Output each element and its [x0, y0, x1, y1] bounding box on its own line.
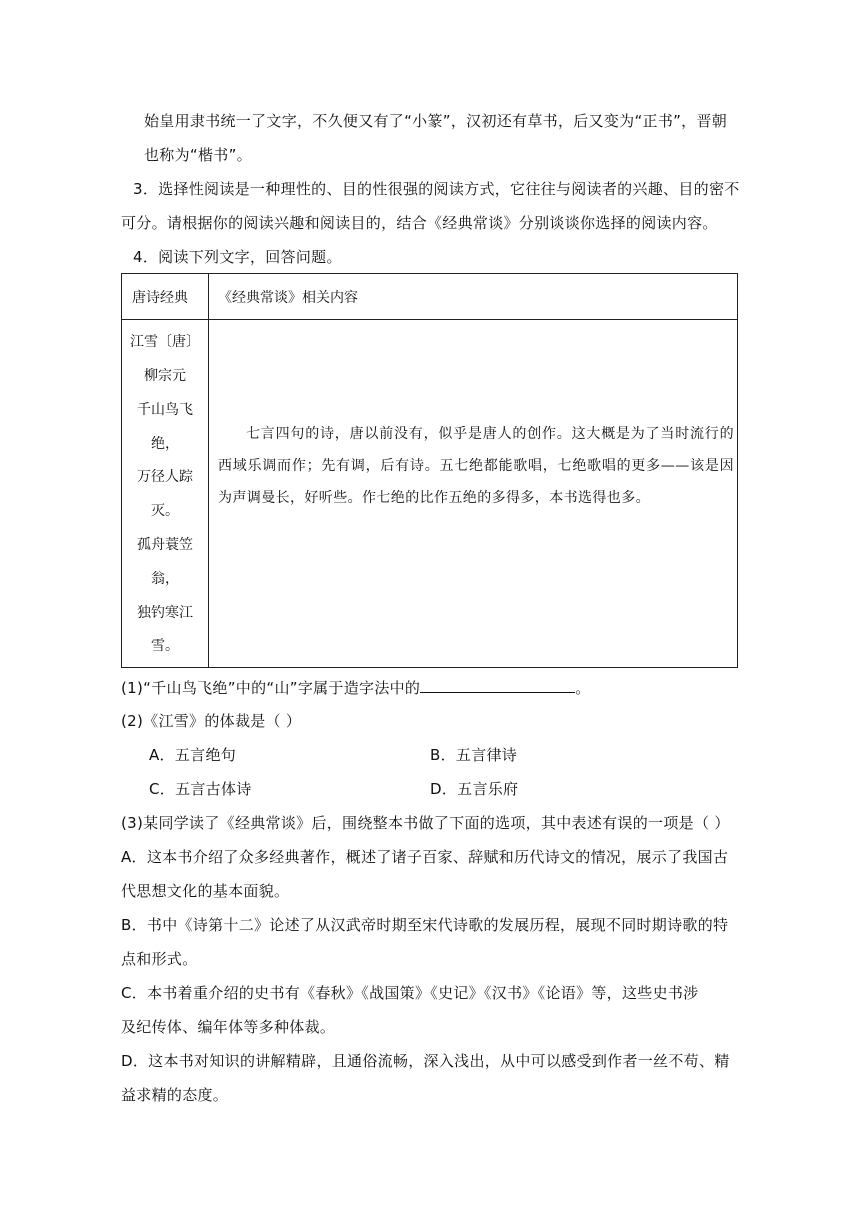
poem-line: 雪。 [151, 638, 179, 654]
sub-question-1-end: 。 [575, 679, 591, 697]
poem-table [121, 273, 738, 668]
choice-b-line-1[interactable]: B．书中《诗第十二》论述了从汉武帝时期至宋代诗歌的发展历程，展现不同时期诗歌的特 [121, 916, 729, 934]
choice-c-line-2: 及纪传体、编年体等多种体裁。 [121, 1018, 336, 1036]
classic-passage: 七言四句的诗，唐以前没有，似乎是唐人的创作。这大概是为了当时流行的西域乐调而作；先有调，后有诗。五七绝都能歌唱，七绝歌唱的更多——该是因为声调曼长，好听些。作七绝的比作五绝的多得多，本书选得也多。 [218, 426, 734, 506]
choice-a-line-1[interactable]: A．这本书介绍了众多经典著作，概述了诸子百家、辞赋和历代诗文的情况，展示了我国古 [121, 848, 729, 866]
poem-line: 绝， [151, 436, 179, 452]
option-a[interactable]: A．五言绝句 [149, 746, 237, 764]
table-header-poem: 唐诗经典 [132, 290, 188, 306]
sub-question-3-stem: (3)某同学读了《经典常谈》后，围绕整本书做了下面的选项，其中表述有误的一项是（ ） [121, 814, 730, 832]
option-c[interactable]: C．五言古体诗 [149, 780, 252, 798]
intro-line-2: 也称为“楷书”。 [144, 146, 252, 164]
choice-d-line-2: 益求精的态度。 [121, 1086, 229, 1104]
question-3-line-1: 3．选择性阅读是一种理性的、目的性很强的阅读方式，它往往与阅读者的兴趣、目的密不 [133, 180, 740, 198]
poem-line: 江雪〔唐〕 [130, 334, 200, 350]
table-header-content: 《经典常谈》相关内容 [218, 290, 358, 306]
poem-line: 孤舟蓑笠 [137, 537, 193, 553]
table-column-divider [208, 274, 209, 667]
poem-line: 翁， [151, 571, 179, 587]
choice-d-line-1[interactable]: D．这本书对知识的讲解精辟，且通俗流畅，深入浅出，从中可以感受到作者一丝不苟、精 [121, 1052, 730, 1070]
choice-a-line-2: 代思想文化的基本面貌。 [121, 882, 290, 900]
poem-line: 柳宗元 [144, 368, 186, 384]
question-3-line-2: 可分。请根据你的阅读兴趣和阅读目的，结合《经典常谈》分别谈谈你选择的阅读内容。 [121, 214, 718, 232]
table-header-row [122, 274, 737, 320]
answer-blank[interactable] [420, 677, 575, 693]
intro-line-1: 始皇用隶书统一了文字，不久便又有了“小篆”，汉初还有草书，后又变为“正书”，晋朝 [144, 112, 728, 130]
sub-question-2-stem: (2)《江雪》的体裁是（ ） [121, 712, 302, 730]
option-b[interactable]: B．五言律诗 [430, 746, 518, 764]
option-d[interactable]: D．五言乐府 [430, 780, 519, 798]
choice-b-line-2: 点和形式。 [121, 950, 198, 968]
question-4-stem: 4．阅读下列文字，回答问题。 [133, 248, 342, 266]
poem-line: 万径人踪 [137, 469, 193, 485]
choice-c-line-1[interactable]: C．本书着重介绍的史书有《春秋》《战国策》《史记》《汉书》《论语》等，这些史书涉 [121, 984, 699, 1002]
sub-question-1 [121, 677, 591, 698]
sub-question-1-text: (1)“千山鸟飞绝”中的“山”字属于造字法中的 [121, 679, 421, 697]
poem-line: 灭。 [151, 503, 179, 519]
poem-line: 千山鸟飞 [137, 402, 193, 418]
poem-line: 独钓寒江 [137, 605, 193, 621]
